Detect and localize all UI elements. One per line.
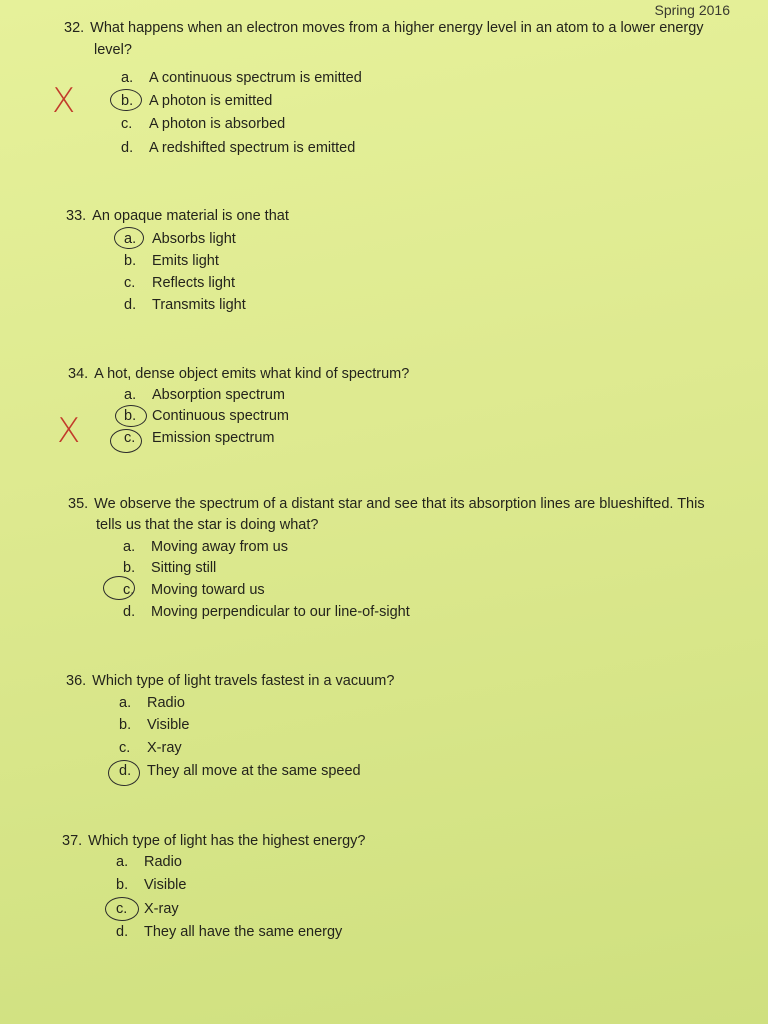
option-c[interactable]: c. Reflects light <box>124 275 236 291</box>
option-b[interactable]: b. Continuous spectrum <box>124 408 290 424</box>
term-label: Spring 2016 <box>654 2 730 18</box>
answer-circle <box>110 89 142 111</box>
answer-circle <box>103 576 135 600</box>
wrong-mark-icon: X <box>57 411 81 451</box>
question-text-continued: level? <box>94 42 132 58</box>
option-a[interactable]: a. A continuous spectrum is emitted <box>121 70 362 86</box>
answer-circle <box>114 227 144 249</box>
question-text-continued: tells us that the star is doing what? <box>96 517 319 533</box>
option-a[interactable]: a. Radio <box>116 854 182 870</box>
answer-circle-c <box>110 429 142 453</box>
option-c[interactable]: c. Moving toward us <box>123 582 265 598</box>
answer-circle <box>105 897 139 921</box>
option-c[interactable]: c. X-ray <box>119 740 182 756</box>
question-text: 37. Which type of light has the highest energy? <box>62 833 366 849</box>
option-c[interactable]: c. Emission spectrum <box>124 430 275 446</box>
question-text: 36. Which type of light travels fastest in a vacuum? <box>66 673 395 689</box>
option-c[interactable]: c. A photon is absorbed <box>121 116 286 132</box>
option-d[interactable]: d. They all move at the same speed <box>119 763 361 779</box>
question-text: 32. What happens when an electron moves from a higher energy level in an atom to a lower energy <box>64 20 704 36</box>
question-text: 33. An opaque material is one that <box>66 208 289 224</box>
question-text: 34. A hot, dense object emits what kind of spectrum? <box>68 366 410 382</box>
option-a[interactable]: a. Absorption spectrum <box>124 387 285 403</box>
option-b[interactable]: b. A photon is emitted <box>121 93 273 109</box>
question-text: 35. We observe the spectrum of a distant star and see that its absorption lines are blueshifted. This <box>68 496 705 512</box>
option-b[interactable]: b. Visible <box>119 717 190 733</box>
option-c[interactable]: c. X-ray <box>116 901 179 917</box>
answer-circle-b <box>115 405 147 427</box>
option-b[interactable]: b. Emits light <box>124 253 219 269</box>
option-a[interactable]: a. Radio <box>119 695 185 711</box>
option-d[interactable]: d. A redshifted spectrum is emitted <box>121 140 356 156</box>
option-d[interactable]: d. They all have the same energy <box>116 924 343 940</box>
wrong-mark-icon: X <box>52 81 76 121</box>
answer-circle <box>108 760 140 786</box>
option-a[interactable]: a. Absorbs light <box>124 231 236 247</box>
option-b[interactable]: b. Visible <box>116 877 187 893</box>
option-b[interactable]: b. Sitting still <box>123 560 217 576</box>
option-a[interactable]: a. Moving away from us <box>123 539 288 555</box>
option-d[interactable]: d. Transmits light <box>124 297 246 313</box>
option-d[interactable]: d. Moving perpendicular to our line-of-sight <box>123 604 410 620</box>
